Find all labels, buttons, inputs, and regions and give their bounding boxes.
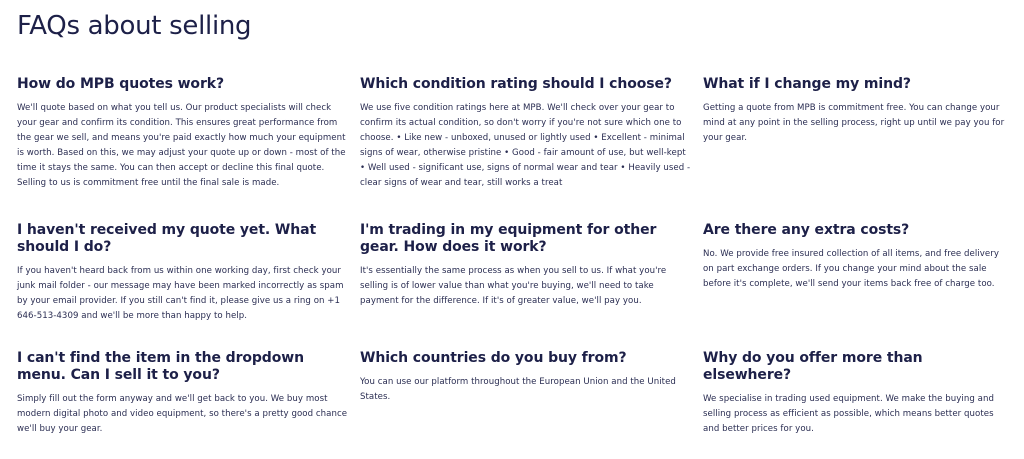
faq-item-offer-more — [703, 350, 1017, 459]
page-title: FAQs about selling — [17, 11, 252, 41]
faq-answer: Getting a quote from MPB is commitment free. You can change your mind at any point in the selling process, right up until we pay you for your gear. — [703, 103, 1005, 143]
faq-grid — [17, 76, 1017, 459]
faq-item-quote-not-received — [17, 222, 360, 350]
faq-answer: We use five condition ratings here at MPB. We'll check over your gear to confirm its actual condition, so don't worry if you're not sure which one to choose. • Like new - unboxed, unused or lightly used • Excellent - minimal signs of wear, otherwise pristine • Good - fair amount of use, but well-kept • Well used - significant use, signs of normal wear and tear • Heavily used - clear signs of wear and tear, still works a treat — [360, 103, 691, 188]
faq-question: I can't find the item in the dropdown menu. Can I sell it to you? — [17, 350, 304, 383]
faq-item-change-mind — [703, 76, 1017, 222]
faq-answer: No. We provide free insured collection of all items, and free delivery on part exchange orders. If you change your mind about the sale before it's complete, we'll send your items back free of charge too. — [703, 249, 999, 289]
faq-answer: We specialise in trading used equipment. We make the buying and selling process as efficient as possible, which means better quotes and better prices for you. — [703, 394, 994, 434]
faq-item-extra-costs — [703, 222, 1017, 350]
faq-question: Why do you offer more than elsewhere? — [703, 350, 923, 383]
faq-answer: You can use our platform throughout the European Union and the United States. — [360, 377, 676, 402]
faq-question: I'm trading in my equipment for other gear. How does it work? — [360, 222, 657, 255]
faq-question: Which condition rating should I choose? — [360, 76, 672, 92]
faq-answer: We'll quote based on what you tell us. Our product specialists will check your gear and confirm its condition. This ensures great performance from the gear we sell, and means you're paid exactly how much your equipment is worth. Based on this, we may adjust your quote up or down - most of the time it stays the same. You can then accept or decline this final quote. Selling to us is commitment free until the final sale is made. — [17, 103, 346, 188]
faq-item-countries — [360, 350, 703, 459]
faq-item-mpb-quotes — [17, 76, 360, 222]
faq-question: Which countries do you buy from? — [360, 350, 627, 366]
faq-answer: If you haven't heard back from us within one working day, first check your junk mail folder - our message may have been marked incorrectly as spam by your email provider. If you still can't find it, please give us a ring on +1 646-513-4309 and we'll be more than happy to help. — [17, 266, 344, 321]
faq-item-condition-rating — [360, 76, 703, 222]
faq-answer: It's essentially the same process as when you sell to us. If what you're selling is of lower value than what you're buying, we'll need to take payment for the difference. If it's of greater value, we'll pay you. — [360, 266, 667, 306]
faq-item-trading-in — [360, 222, 703, 350]
faq-question: Are there any extra costs? — [703, 222, 910, 238]
faq-answer: Simply fill out the form anyway and we'll get back to you. We buy most modern digital photo and video equipment, so there's a pretty good chance we'll buy your gear. — [17, 394, 348, 434]
faq-question: I haven't received my quote yet. What should I do? — [17, 222, 317, 255]
faq-question: How do MPB quotes work? — [17, 76, 224, 92]
faq-question: What if I change my mind? — [703, 76, 911, 92]
faq-item-item-not-in-dropdown — [17, 350, 360, 459]
